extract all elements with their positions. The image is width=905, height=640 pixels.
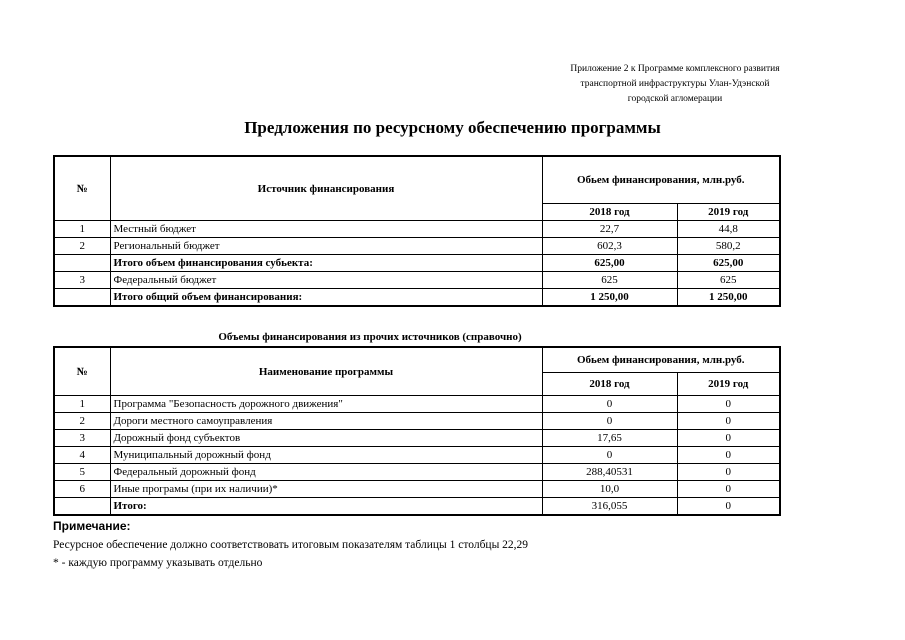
row-value-2018: 22,7 <box>542 221 677 238</box>
table-row-subtotal <box>54 255 780 272</box>
row-name: Итого общий объем финансирования: <box>110 289 542 307</box>
header-volume: Обьем финансирования, млн.руб. <box>542 156 780 204</box>
header-num: № <box>54 156 110 221</box>
row-value-2019: 0 <box>677 413 780 430</box>
table-row <box>54 447 780 464</box>
row-value-2018: 602,3 <box>542 238 677 255</box>
row-value-2019: 0 <box>677 396 780 413</box>
header-source: Источник финансирования <box>110 156 542 221</box>
resource-table <box>53 155 781 307</box>
section-subtitle: Объемы финансирования из прочих источников (справочно) <box>218 331 522 343</box>
page-title: Предложения по ресурсному обеспечению программы <box>244 118 661 137</box>
header-num: № <box>54 347 110 396</box>
row-num: 2 <box>54 413 110 430</box>
row-value-2019: 1 250,00 <box>677 289 780 307</box>
row-value-2019: 0 <box>677 447 780 464</box>
row-name: Итого: <box>110 498 542 516</box>
header-program: Наименование программы <box>110 347 542 396</box>
row-value-2018: 0 <box>542 396 677 413</box>
row-name: Региональный бюджет <box>110 238 542 255</box>
table-row <box>54 413 780 430</box>
row-value-2018: 10,0 <box>542 481 677 498</box>
row-num: 3 <box>54 272 110 289</box>
row-value-2018: 625 <box>542 272 677 289</box>
appendix-line-3: городской агломерации <box>627 94 723 104</box>
table-row-total <box>54 498 780 516</box>
table-row <box>54 272 780 289</box>
row-name: Дорожный фонд субъектов <box>110 430 542 447</box>
header-year-2019: 2019 год <box>677 373 780 396</box>
row-value-2019: 0 <box>677 430 780 447</box>
header-year-2018: 2018 год <box>542 204 677 221</box>
row-num: 1 <box>54 221 110 238</box>
row-value-2018: 288,40531 <box>542 464 677 481</box>
header-volume: Обьем финансирования, млн.руб. <box>542 347 780 373</box>
note-title: Примечание: <box>53 519 131 533</box>
row-name: Дороги местного самоуправления <box>110 413 542 430</box>
row-name: Программа "Безопасность дорожного движения" <box>110 396 542 413</box>
table-row <box>54 396 780 413</box>
other-sources-table <box>53 346 781 516</box>
row-name: Федеральный дорожный фонд <box>110 464 542 481</box>
row-num: 5 <box>54 464 110 481</box>
row-name: Федеральный бюджет <box>110 272 542 289</box>
row-num: 1 <box>54 396 110 413</box>
row-value-2018: 316,055 <box>542 498 677 516</box>
table-row <box>54 430 780 447</box>
row-num <box>54 498 110 516</box>
row-value-2018: 0 <box>542 447 677 464</box>
row-value-2019: 44,8 <box>677 221 780 238</box>
appendix-line-2: транспортной инфраструктуры Улан-Удэнской <box>580 79 770 89</box>
row-value-2019: 625,00 <box>677 255 780 272</box>
table-row <box>54 238 780 255</box>
row-value-2018: 625,00 <box>542 255 677 272</box>
note-line-2: * - каждую программу указывать отдельно <box>53 557 263 569</box>
row-name: Итого объем финансирования субьекта: <box>110 255 542 272</box>
table-row <box>54 221 780 238</box>
row-value-2019: 0 <box>677 481 780 498</box>
row-name: Местный бюджет <box>110 221 542 238</box>
appendix-header <box>545 62 805 107</box>
header-year-2019: 2019 год <box>677 204 780 221</box>
row-value-2018: 17,65 <box>542 430 677 447</box>
row-num <box>54 289 110 307</box>
row-num <box>54 255 110 272</box>
header-year-2018: 2018 год <box>542 373 677 396</box>
row-name: Муниципальный дорожный фонд <box>110 447 542 464</box>
table-row-total <box>54 289 780 307</box>
row-num: 6 <box>54 481 110 498</box>
row-value-2018: 0 <box>542 413 677 430</box>
row-value-2019: 580,2 <box>677 238 780 255</box>
table-row <box>54 464 780 481</box>
note-line-1: Ресурсное обеспечение должно соответствовать итоговым показателям таблицы 1 столбцы 22,29 <box>53 539 529 551</box>
row-num: 4 <box>54 447 110 464</box>
row-value-2018: 1 250,00 <box>542 289 677 307</box>
row-value-2019: 0 <box>677 498 780 516</box>
row-value-2019: 0 <box>677 464 780 481</box>
table-row <box>54 481 780 498</box>
row-value-2019: 625 <box>677 272 780 289</box>
row-num: 3 <box>54 430 110 447</box>
row-num: 2 <box>54 238 110 255</box>
row-name: Иные програмы (при их наличии)* <box>110 481 542 498</box>
appendix-line-1: Приложение 2 к Программе комплексного развития <box>570 64 780 74</box>
